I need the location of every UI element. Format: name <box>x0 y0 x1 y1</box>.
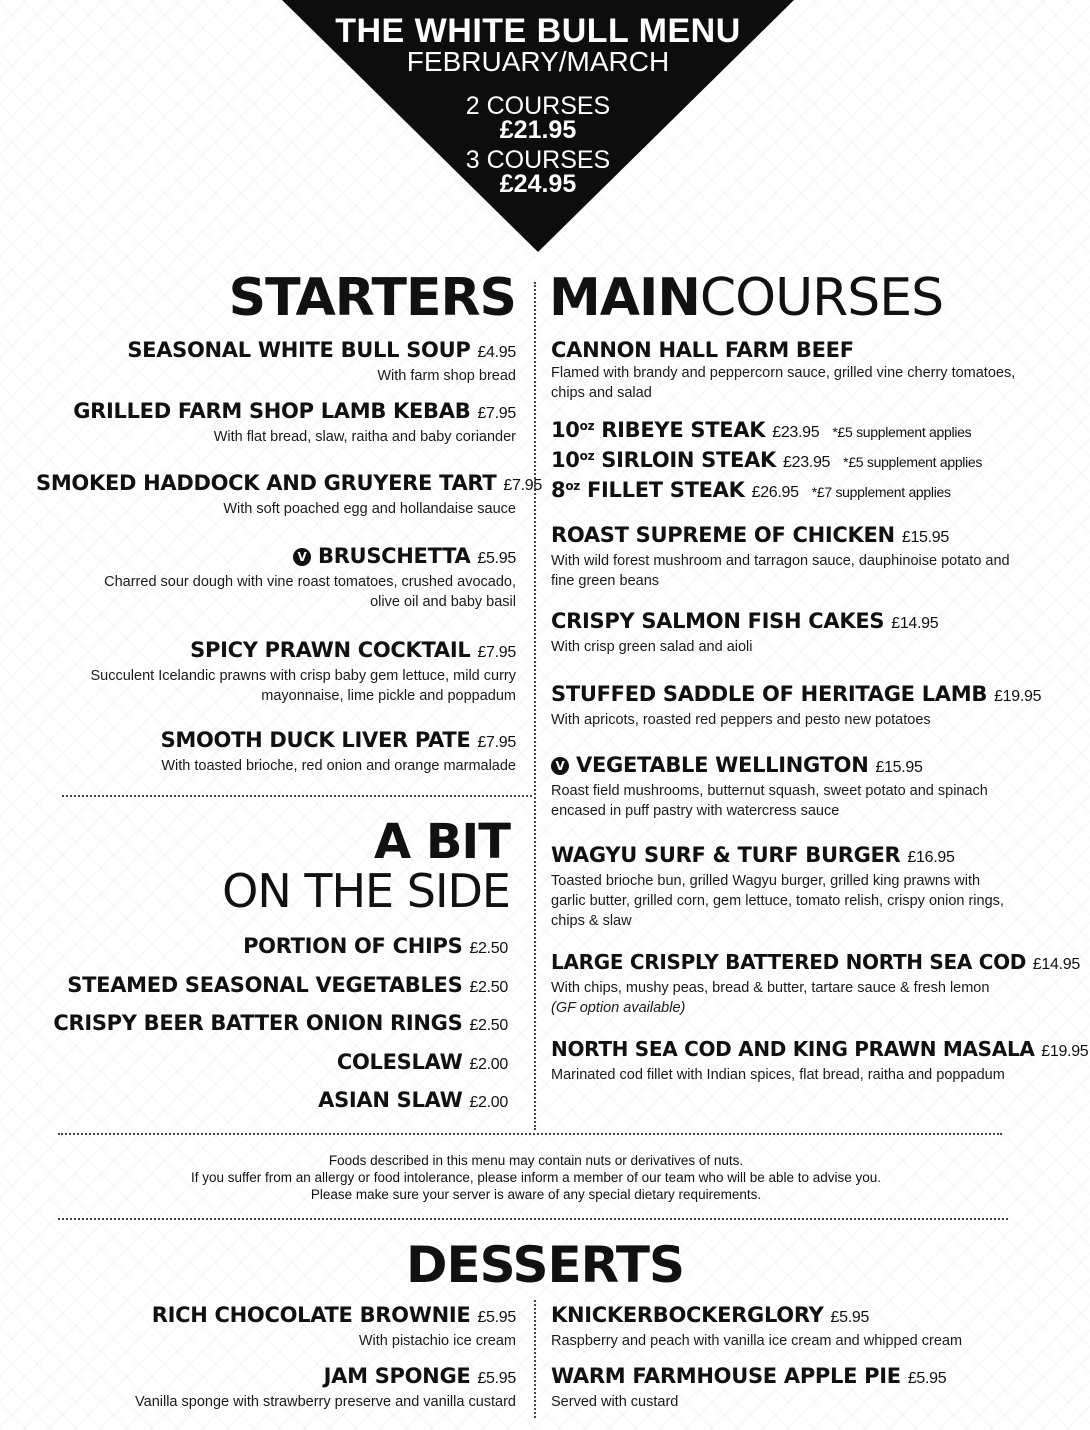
item-name: SMOOTH DUCK LIVER PATE <box>160 728 471 752</box>
item-price: £2.00 <box>469 1056 508 1073</box>
item-name: PORTION OF CHIPS <box>243 934 463 958</box>
item-name: STUFFED SADDLE OF HERITAGE LAMB <box>551 682 988 706</box>
starter-item <box>36 637 516 706</box>
starter-item <box>36 398 516 447</box>
steak-unit: oz <box>579 449 595 463</box>
desserts-heading: DESSERTS <box>406 1236 684 1294</box>
item-desc: mayonnaise, lime pickle and poppadum <box>261 688 516 704</box>
steak-unit: oz <box>579 419 595 433</box>
steak-item <box>551 413 971 446</box>
steak-weight: 8 <box>551 478 566 502</box>
main-item <box>551 949 1080 1018</box>
item-price: £2.50 <box>469 1017 508 1034</box>
item-name: NORTH SEA COD AND KING PRAWN MASALA <box>551 1037 1035 1061</box>
item-desc: With apricots, roasted red peppers and pesto new potatoes <box>551 712 931 728</box>
menu-title: THE WHITE BULL MENU <box>335 12 741 50</box>
notice-line: If you suffer from an allergy or food intolerance, please inform a member of our team who will be able to advise you. <box>190 1170 882 1185</box>
main-item <box>551 522 1041 591</box>
item-price: £2.50 <box>469 979 508 996</box>
item-price: £19.95 <box>994 688 1042 705</box>
item-desc: olive oil and baby basil <box>370 594 516 610</box>
item-name: COLESLAW <box>336 1050 463 1074</box>
item-name: SPICY PRAWN COCKTAIL <box>190 638 471 662</box>
main-item-beef <box>551 337 1031 403</box>
main-item <box>551 1036 1089 1085</box>
main-item <box>551 608 1041 657</box>
section-divider <box>58 1133 1002 1135</box>
item-name: JAM SPONGE <box>323 1364 471 1388</box>
side-item <box>243 933 508 962</box>
item-price: £5.95 <box>477 550 516 567</box>
mains-heading-bold: MAIN <box>549 268 700 328</box>
item-desc: fine green beans <box>551 573 660 589</box>
side-item <box>67 972 508 1001</box>
mains-heading-thin: COURSES <box>699 268 944 328</box>
item-price: £5.95 <box>907 1370 947 1387</box>
dessert-item <box>36 1363 516 1412</box>
item-desc: chips & slaw <box>551 913 632 929</box>
item-desc: With toasted brioche, red onion and orange marmalade <box>161 758 516 774</box>
item-price: £5.95 <box>830 1309 870 1326</box>
item-desc: Raspberry and peach with vanilla ice cream and whipped cream <box>551 1333 963 1349</box>
steak-weight: 10 <box>551 418 580 442</box>
main-item <box>551 842 1051 931</box>
item-price: £5.95 <box>477 1370 516 1387</box>
item-desc: (GF option available) <box>551 1000 686 1016</box>
item-name: GRILLED FARM SHOP LAMB KEBAB <box>73 399 471 423</box>
item-desc: Flamed with brandy and peppercorn sauce, grilled vine cherry tomatoes, <box>551 365 1016 381</box>
item-desc: With chips, mushy peas, bread & butter, tartare sauce & fresh lemon <box>551 980 990 996</box>
item-price: £19.95 <box>1041 1043 1089 1060</box>
steak-weight: 10 <box>551 448 580 472</box>
supplement-note: *£7 supplement applies <box>811 484 951 500</box>
item-name: SIRLOIN STEAK <box>601 448 776 472</box>
item-name: FILLET STEAK <box>586 478 745 502</box>
steak-unit: oz <box>565 479 580 493</box>
section-divider <box>58 1218 1008 1220</box>
two-courses-price: £21.95 <box>499 116 577 144</box>
item-name: RICH CHOCOLATE BROWNIE <box>151 1303 471 1327</box>
item-desc: With crisp green salad and aioli <box>551 639 753 655</box>
item-name: LARGE CRISPLY BATTERED NORTH SEA COD <box>551 950 1027 974</box>
item-desc: chips and salad <box>551 385 652 401</box>
item-price: £4.95 <box>477 344 516 361</box>
side-item <box>337 1049 508 1078</box>
item-name: CRISPY BEER BATTER ONION RINGS <box>53 1011 463 1035</box>
sides-heading-thin: ON THE SIDE <box>222 864 510 918</box>
item-desc: With pistachio ice cream <box>358 1333 516 1349</box>
starter-item <box>36 543 516 612</box>
item-name: WAGYU SURF & TURF BURGER <box>551 843 901 867</box>
item-desc: With soft poached egg and hollandaise sauce <box>223 501 516 517</box>
item-desc: Vanilla sponge with strawberry preserve and vanilla custard <box>135 1394 516 1410</box>
dessert-item <box>551 1363 1031 1412</box>
item-desc: Charred sour dough with vine roast tomatoes, crushed avocado, <box>104 574 516 590</box>
item-name: ASIAN SLAW <box>318 1088 463 1112</box>
item-price: £2.00 <box>469 1094 508 1111</box>
main-item <box>551 681 1041 730</box>
item-price: £23.95 <box>783 454 831 471</box>
three-courses-price: £24.95 <box>499 170 577 198</box>
item-name: SMOKED HADDOCK AND GRUYERE TART <box>36 471 497 495</box>
item-name: CRISPY SALMON FISH CAKES <box>551 609 885 633</box>
allergy-notice <box>60 1152 1012 1203</box>
item-desc: Toasted brioche bun, grilled Wagyu burger, grilled king prawns with <box>551 873 981 889</box>
item-price: £15.95 <box>901 529 949 546</box>
item-desc: With farm shop bread <box>377 368 516 384</box>
mains-heading <box>549 268 944 328</box>
item-desc: With wild forest mushroom and tarragon sauce, dauphinoise potato and <box>551 553 1010 569</box>
steak-item <box>551 473 951 506</box>
supplement-note: *£5 supplement applies <box>832 424 972 440</box>
item-desc: Roast field mushrooms, butternut squash, sweet potato and spinach <box>551 783 988 799</box>
item-price: £7.95 <box>477 405 516 422</box>
item-name: STEAMED SEASONAL VEGETABLES <box>67 973 463 997</box>
item-price: £2.50 <box>469 940 508 957</box>
item-name: SEASONAL WHITE BULL SOUP <box>127 338 471 362</box>
item-name: KNICKERBOCKERGLORY <box>551 1303 824 1327</box>
steak-item <box>551 443 982 476</box>
item-price: £14.95 <box>891 615 939 632</box>
three-courses-label: 3 COURSES <box>465 146 611 174</box>
dessert-divider <box>534 1300 536 1418</box>
side-item <box>318 1087 508 1116</box>
supplement-note: *£5 supplement applies <box>843 454 983 470</box>
menu-subtitle: FEBRUARY/MARCH <box>406 46 670 77</box>
vegetarian-icon: V <box>551 757 569 775</box>
dessert-item <box>36 1302 516 1351</box>
item-name: ROAST SUPREME OF CHICKEN <box>551 523 895 547</box>
notice-line: Please make sure your server is aware of any special dietary requirements. <box>310 1187 762 1202</box>
starters-heading: STARTERS <box>228 268 516 328</box>
item-price: £16.95 <box>907 849 955 866</box>
starter-item <box>36 727 516 776</box>
item-desc: garlic butter, grilled corn, gem lettuce, tomato relish, crispy onion rings, <box>551 893 1004 909</box>
item-price: £7.95 <box>477 734 516 751</box>
item-name: WARM FARMHOUSE APPLE PIE <box>551 1364 901 1388</box>
item-price: £7.95 <box>477 644 516 661</box>
vegetarian-icon: V <box>293 548 311 566</box>
sides-heading-bold: A BIT <box>373 814 510 870</box>
item-name: BRUSCHETTA <box>317 544 471 568</box>
item-price: £7.95 <box>503 477 542 494</box>
item-desc: encased in puff pastry with watercress sauce <box>551 803 840 819</box>
section-divider <box>62 795 532 797</box>
dessert-item <box>551 1302 1031 1351</box>
two-courses-label: 2 COURSES <box>465 92 611 120</box>
item-name: VEGETABLE WELLINGTON <box>576 753 869 777</box>
item-price: £5.95 <box>477 1309 516 1326</box>
column-divider <box>534 282 536 1130</box>
starter-item <box>36 337 516 386</box>
starter-item <box>36 470 542 519</box>
item-price: £26.95 <box>751 484 799 501</box>
item-desc: With flat bread, slaw, raitha and baby coriander <box>213 429 516 445</box>
item-price: £15.95 <box>875 759 923 776</box>
item-desc: Marinated cod fillet with Indian spices, flat bread, raitha and poppadum <box>551 1067 1005 1083</box>
item-desc: Served with custard <box>551 1394 679 1410</box>
item-desc: Succulent Icelandic prawns with crisp baby gem lettuce, mild curry <box>90 668 516 684</box>
side-item <box>53 1010 508 1039</box>
notice-line: Foods described in this menu may contain nuts or derivatives of nuts. <box>328 1153 744 1168</box>
main-item <box>551 752 1041 821</box>
item-price: £23.95 <box>772 424 820 441</box>
item-name: CANNON HALL FARM BEEF <box>551 338 854 362</box>
item-name: RIBEYE STEAK <box>601 418 766 442</box>
item-price: £14.95 <box>1032 956 1080 973</box>
